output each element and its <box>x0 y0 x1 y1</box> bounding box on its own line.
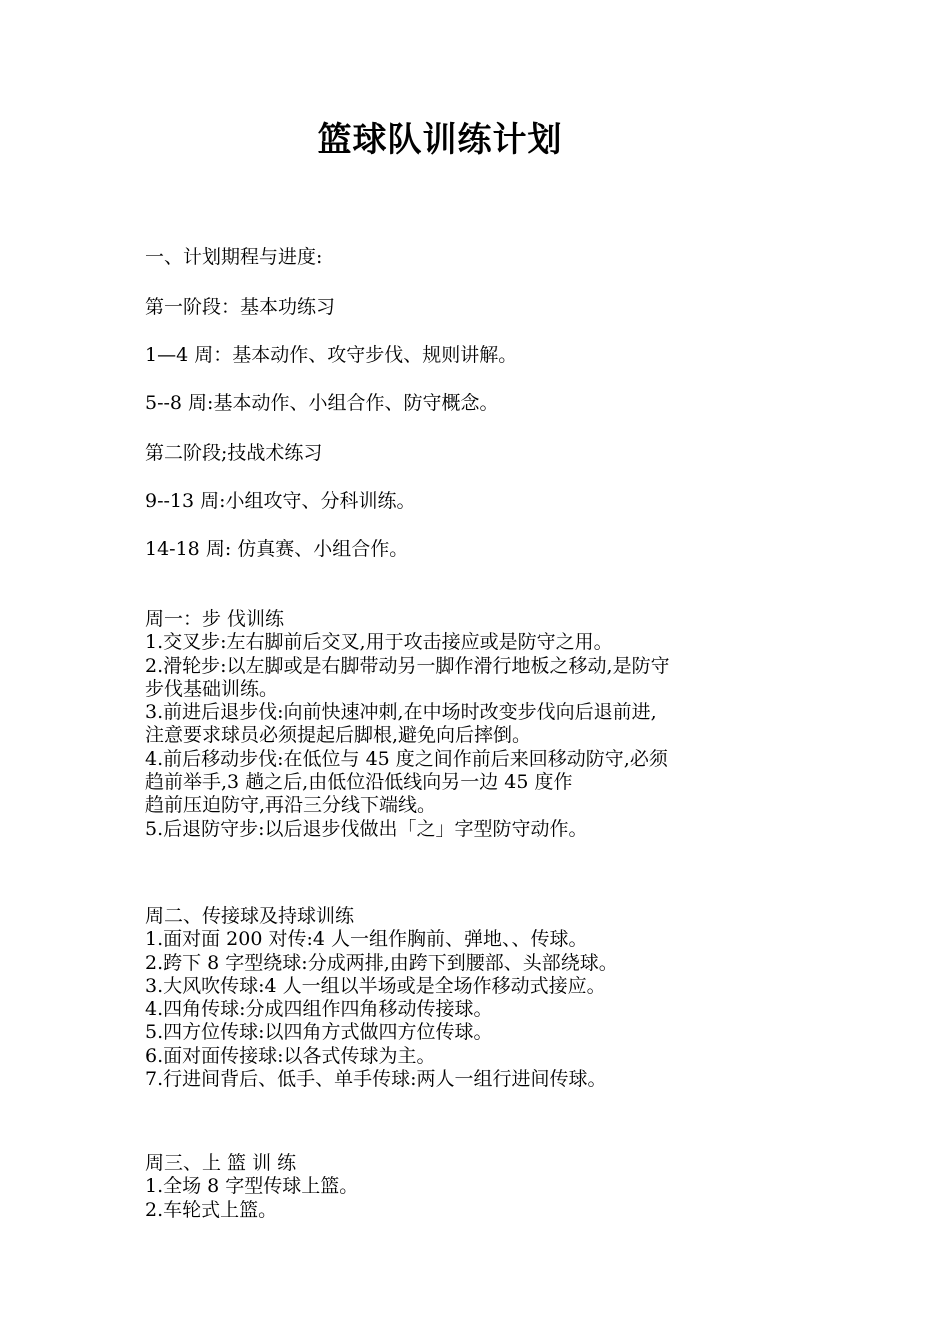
schedule-heading: 一、计划期程与进度: <box>145 246 323 268</box>
tuesday-item: 5.四方位传球:以四角方式做四方位传球。 <box>145 1021 493 1044</box>
monday-item: 2.滑轮步:以左脚或是右脚带动另一脚作滑行地板之移动,是防守 <box>145 654 670 677</box>
wednesday-heading: 周三、上 篮 训 练 <box>145 1152 297 1174</box>
tuesday-item: 1.面对面 200 对传:4 人一组作胸前、弹地、、传球。 <box>145 928 588 951</box>
weeks-5-8: 5--8 周:基本动作、小组合作、防守概念。 <box>145 392 499 414</box>
monday-item: 3.前进后退步伐:向前快速冲刺,在中场时改变步伐向后退前进, <box>145 701 657 724</box>
stage-1-heading: 第一阶段：基本功练习 <box>145 296 336 318</box>
tuesday-item: 2.跨下 8 字型绕球:分成两排,由跨下到腰部、头部绕球。 <box>145 951 618 974</box>
monday-item: 趋前压迫防守,再沿三分线下端线。 <box>145 794 437 817</box>
tuesday-item: 7.行进间背后、低手、单手传球:两人一组行进间传球。 <box>145 1068 607 1091</box>
weeks-9-13: 9--13 周:小组攻守、分科训练。 <box>145 490 416 512</box>
monday-item: 4.前后移动步伐:在低位与 45 度之间作前后来回移动防守,必须 <box>145 747 668 770</box>
tuesday-heading: 周二、传接球及持球训练 <box>145 905 355 927</box>
wednesday-item: 2.车轮式上篮。 <box>145 1198 278 1221</box>
wednesday-item: 1.全场 8 字型传球上篮。 <box>145 1175 359 1198</box>
tuesday-item: 6.面对面传接球:以各式传球为主。 <box>145 1044 436 1067</box>
tuesday-item: 3.大风吹传球:4 人一组以半场或是全场作移动式接应。 <box>145 974 606 997</box>
monday-section <box>145 608 785 841</box>
monday-item: 步伐基础训练。 <box>145 677 279 700</box>
stage-2-heading: 第二阶段;技战术练习 <box>145 442 323 464</box>
wednesday-section <box>145 1152 785 1222</box>
tuesday-section <box>145 905 785 1091</box>
monday-item: 趋前举手,3 趟之后,由低位沿低线向另一边 45 度作 <box>145 771 573 794</box>
weeks-14-18: 14-18 周: 仿真赛、小组合作。 <box>145 538 409 560</box>
monday-heading: 周一：步 伐训练 <box>145 608 285 630</box>
document-title: 篮球队训练计划 <box>317 120 563 160</box>
weeks-1-4: 1—4 周：基本动作、攻守步伐、规则讲解。 <box>145 344 518 366</box>
monday-item: 1.交叉步:左右脚前后交叉,用于攻击接应或是防守之用。 <box>145 631 613 654</box>
tuesday-item: 4.四角传球:分成四组作四角移动传接球。 <box>145 998 493 1021</box>
monday-item: 5.后退防守步:以后退步伐做出「之」字型防守动作。 <box>145 817 588 840</box>
monday-item: 注意要求球员必须提起后脚根,避免向后摔倒。 <box>145 724 532 747</box>
